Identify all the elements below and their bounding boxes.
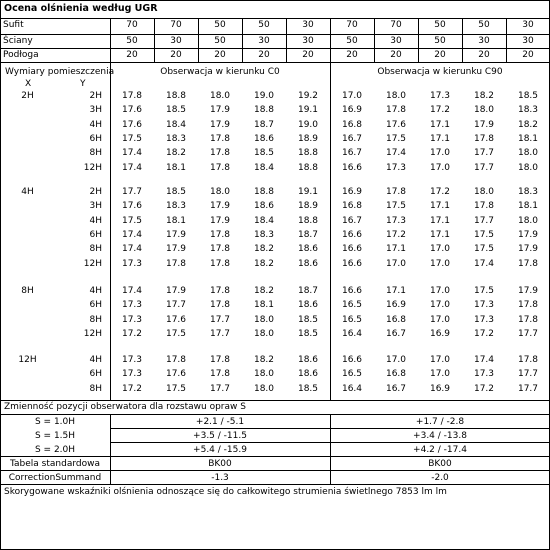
ugr-value-c90: 16.7 [385, 329, 407, 339]
reflectance-value: 30 [390, 36, 402, 46]
ugr-value-c90: 17.8 [385, 105, 407, 115]
ugr-value-c0: 18.2 [253, 259, 275, 269]
ugr-value-c90: 16.8 [341, 120, 363, 130]
standard-table-label: Tabela standardowa [10, 459, 100, 469]
ugr-value-c90: 17.8 [517, 315, 539, 325]
variation-c90: +4.2 / -17.4 [413, 445, 467, 455]
ugr-value-c90: 18.5 [517, 91, 539, 101]
ugr-value-c90: 17.3 [429, 91, 451, 101]
reflectance-value: 30 [302, 20, 314, 30]
ugr-value-c0: 18.5 [297, 329, 319, 339]
ugr-value-c90: 18.0 [473, 105, 495, 115]
reflectance-value: 30 [522, 36, 534, 46]
ugr-value-c90: 16.6 [341, 355, 363, 365]
room-x-dimension: 4H [21, 187, 34, 197]
ugr-value-c90: 18.0 [517, 163, 539, 173]
ugr-value-c90: 17.2 [429, 187, 451, 197]
ugr-value-c90: 16.8 [385, 369, 407, 379]
ugr-value-c0: 17.8 [209, 259, 231, 269]
ugr-value-c0: 17.8 [209, 163, 231, 173]
room-x-dimension: 2H [21, 91, 34, 101]
correction-c90: -2.0 [431, 473, 449, 483]
ugr-value-c90: 16.8 [385, 315, 407, 325]
ugr-value-c0: 17.8 [209, 355, 231, 365]
ugr-value-c0: 17.4 [121, 244, 143, 254]
room-y-dimension: 2H [89, 187, 102, 197]
ugr-value-c0: 17.3 [121, 300, 143, 310]
ugr-value-c0: 17.6 [121, 201, 143, 211]
ugr-value-c0: 18.1 [165, 163, 187, 173]
ugr-value-c0: 18.7 [253, 120, 275, 130]
ugr-value-c90: 17.2 [473, 384, 495, 394]
ugr-value-c0: 18.9 [297, 201, 319, 211]
ugr-value-c0: 18.0 [253, 384, 275, 394]
ugr-value-c90: 16.9 [385, 300, 407, 310]
correction-c0: -1.3 [211, 473, 229, 483]
c90-header: Obserwacja w kierunku C90 [377, 67, 503, 77]
ugr-value-c0: 18.3 [165, 201, 187, 211]
ugr-value-c90: 17.0 [429, 148, 451, 158]
ugr-value-c90: 17.0 [429, 244, 451, 254]
ugr-value-c0: 18.6 [297, 244, 319, 254]
variation-c0: +3.5 / -11.5 [193, 431, 247, 441]
ugr-value-c90: 17.3 [473, 369, 495, 379]
ugr-value-c0: 17.8 [209, 134, 231, 144]
ugr-value-c0: 17.8 [165, 259, 187, 269]
ugr-value-c90: 17.0 [341, 91, 363, 101]
ugr-value-c0: 18.4 [253, 163, 275, 173]
reflectance-value: 30 [258, 36, 270, 46]
ugr-value-c0: 18.8 [297, 148, 319, 158]
ugr-value-c90: 16.7 [341, 148, 363, 158]
ugr-value-c0: 18.0 [253, 369, 275, 379]
grid-line [0, 456, 550, 457]
ugr-value-c0: 17.3 [121, 355, 143, 365]
ugr-value-c0: 17.2 [121, 329, 143, 339]
ugr-value-c0: 17.4 [121, 286, 143, 296]
reflectance-value: 20 [258, 50, 270, 60]
ugr-value-c0: 18.8 [297, 216, 319, 226]
variation-c90: +1.7 / -2.8 [415, 417, 465, 427]
room-y-dimension: 6H [89, 369, 102, 379]
ugr-value-c90: 16.7 [385, 384, 407, 394]
ugr-value-c0: 19.1 [297, 105, 319, 115]
c0-header: Obserwacja w kierunku C0 [160, 67, 280, 77]
ugr-value-c90: 17.0 [429, 163, 451, 173]
ugr-value-c0: 17.8 [165, 355, 187, 365]
ugr-value-c0: 17.7 [121, 187, 143, 197]
reflectance-value: 20 [302, 50, 314, 60]
ugr-value-c90: 17.5 [385, 134, 407, 144]
ugr-value-c0: 18.5 [253, 148, 275, 158]
ugr-value-c0: 18.0 [253, 315, 275, 325]
ugr-value-c90: 17.4 [473, 355, 495, 365]
reflectance-value: 50 [258, 20, 270, 30]
ugr-value-c0: 17.6 [165, 369, 187, 379]
ugr-value-c0: 17.9 [209, 120, 231, 130]
room-y-dimension: 3H [89, 201, 102, 211]
ugr-value-c0: 17.7 [209, 384, 231, 394]
reflectance-value: 70 [126, 20, 138, 30]
ugr-value-c90: 16.6 [341, 230, 363, 240]
ugr-value-c0: 18.6 [297, 355, 319, 365]
ugr-value-c90: 18.1 [517, 201, 539, 211]
ugr-value-c90: 17.1 [429, 216, 451, 226]
grid-line [0, 484, 550, 485]
ugr-value-c0: 17.9 [165, 286, 187, 296]
room-x-dimension: 8H [21, 286, 34, 296]
ugr-value-c0: 18.6 [297, 259, 319, 269]
ugr-value-c90: 17.8 [473, 134, 495, 144]
grid-line [0, 62, 550, 63]
ugr-value-c90: 17.9 [517, 244, 539, 254]
grid-line [0, 48, 550, 49]
reflectance-value: 30 [302, 36, 314, 46]
reflectance-value: 50 [126, 36, 138, 46]
ugr-value-c90: 17.1 [385, 286, 407, 296]
ugr-value-c90: 16.7 [341, 134, 363, 144]
ugr-value-c90: 17.2 [473, 329, 495, 339]
ugr-value-c90: 16.6 [341, 286, 363, 296]
ugr-value-c90: 18.0 [385, 91, 407, 101]
ugr-value-c0: 17.6 [121, 120, 143, 130]
reflectance-value: 20 [478, 50, 490, 60]
ugr-value-c90: 16.9 [341, 105, 363, 115]
ugr-value-c0: 19.2 [297, 91, 319, 101]
ugr-value-c90: 16.4 [341, 329, 363, 339]
ugr-value-c0: 18.4 [165, 120, 187, 130]
ugr-value-c0: 18.2 [165, 148, 187, 158]
room-y-dimension: 8H [89, 315, 102, 325]
reflectance-value: 20 [170, 50, 182, 60]
room-y-dimension: 8H [89, 384, 102, 394]
ugr-value-c90: 17.8 [517, 259, 539, 269]
ugr-value-c90: 17.9 [517, 286, 539, 296]
ugr-value-c90: 17.3 [473, 315, 495, 325]
room-y-dimension: 4H [89, 120, 102, 130]
ugr-value-c90: 17.8 [385, 187, 407, 197]
ugr-value-c0: 17.2 [121, 384, 143, 394]
ugr-value-c0: 17.8 [121, 91, 143, 101]
reflectance-value: 20 [522, 50, 534, 60]
ugr-value-c0: 17.3 [121, 369, 143, 379]
ugr-value-c0: 17.6 [121, 105, 143, 115]
standard-table-c0: BK00 [208, 459, 232, 469]
grid-line [0, 414, 550, 415]
reflectance-label: Ściany [3, 36, 33, 46]
room-y-dimension: 12H [83, 163, 102, 173]
room-x-dimension: 12H [18, 355, 37, 365]
ugr-value-c90: 17.7 [473, 163, 495, 173]
ugr-value-c0: 18.3 [253, 230, 275, 240]
reflectance-value: 50 [214, 36, 226, 46]
variation-header: Zmienność pozycji obserwatora dla rozstawu opraw S [4, 402, 246, 412]
standard-table-c90: BK00 [428, 459, 452, 469]
room-y-dimension: 12H [83, 259, 102, 269]
ugr-value-c90: 17.1 [429, 134, 451, 144]
ugr-value-c90: 16.6 [341, 244, 363, 254]
footnote: Skorygowane wskaźniki olśnienia odnoszące się do całkowitego strumienia świetlnego 7853 lm lm [4, 487, 447, 497]
ugr-value-c90: 17.5 [473, 286, 495, 296]
ugr-value-c0: 18.5 [165, 105, 187, 115]
ugr-value-c0: 17.7 [209, 329, 231, 339]
ugr-value-c90: 17.6 [385, 120, 407, 130]
room-y-dimension: 3H [89, 105, 102, 115]
ugr-value-c90: 17.2 [385, 230, 407, 240]
ugr-value-c0: 17.8 [209, 148, 231, 158]
ugr-value-c0: 17.5 [165, 384, 187, 394]
dims-header: Wymiary pomieszczenia [5, 67, 115, 77]
ugr-value-c0: 17.9 [209, 105, 231, 115]
ugr-value-c0: 18.6 [297, 300, 319, 310]
ugr-value-c90: 17.1 [429, 120, 451, 130]
ugr-value-c90: 18.3 [517, 105, 539, 115]
ugr-value-c0: 18.8 [253, 187, 275, 197]
room-y-dimension: 8H [89, 148, 102, 158]
ugr-value-c90: 16.9 [341, 187, 363, 197]
ugr-value-c90: 17.8 [473, 201, 495, 211]
ugr-value-c90: 17.1 [429, 230, 451, 240]
ugr-value-c0: 18.2 [253, 355, 275, 365]
ugr-value-c0: 17.7 [165, 300, 187, 310]
reflectance-value: 30 [478, 36, 490, 46]
ugr-value-c90: 17.0 [429, 259, 451, 269]
ugr-value-c0: 17.8 [209, 244, 231, 254]
ugr-value-c0: 17.5 [165, 329, 187, 339]
ugr-value-c0: 18.2 [253, 244, 275, 254]
correction-label: CorrectionSummand [8, 473, 102, 483]
ugr-value-c90: 17.7 [517, 329, 539, 339]
ugr-value-c0: 17.6 [165, 315, 187, 325]
spacing-label: S = 1.5H [34, 431, 76, 441]
ugr-value-c0: 18.8 [165, 91, 187, 101]
ugr-value-c90: 17.7 [473, 148, 495, 158]
ugr-value-c0: 18.1 [165, 216, 187, 226]
reflectance-value: 20 [434, 50, 446, 60]
ugr-value-c90: 17.3 [385, 163, 407, 173]
grid-line [0, 34, 550, 35]
ugr-value-c0: 17.8 [209, 230, 231, 240]
ugr-value-c90: 17.0 [429, 369, 451, 379]
ugr-value-c90: 17.0 [429, 300, 451, 310]
ugr-value-c0: 17.4 [121, 163, 143, 173]
reflectance-value: 20 [126, 50, 138, 60]
ugr-value-c0: 18.6 [253, 201, 275, 211]
ugr-value-c0: 18.8 [297, 163, 319, 173]
ugr-value-c0: 17.9 [209, 216, 231, 226]
ugr-value-c0: 19.0 [297, 120, 319, 130]
ugr-value-c90: 18.1 [517, 134, 539, 144]
reflectance-value: 50 [434, 36, 446, 46]
ugr-value-c0: 18.1 [253, 300, 275, 310]
ugr-value-c0: 17.9 [209, 201, 231, 211]
ugr-value-c0: 18.4 [253, 216, 275, 226]
grid-line [0, 18, 550, 19]
ugr-value-c0: 18.5 [165, 187, 187, 197]
variation-c0: +5.4 / -15.9 [193, 445, 247, 455]
ugr-value-c0: 19.1 [297, 187, 319, 197]
room-y-dimension: 12H [83, 329, 102, 339]
ugr-value-c90: 16.5 [341, 300, 363, 310]
reflectance-value: 50 [478, 20, 490, 30]
ugr-value-c90: 17.9 [517, 230, 539, 240]
ugr-value-c90: 18.0 [517, 148, 539, 158]
ugr-value-c90: 18.0 [473, 187, 495, 197]
ugr-value-c90: 17.7 [517, 369, 539, 379]
ugr-value-c90: 17.5 [473, 230, 495, 240]
ugr-value-c90: 17.0 [385, 355, 407, 365]
reflectance-value: 20 [346, 50, 358, 60]
x-label: X [25, 79, 32, 89]
ugr-value-c0: 18.7 [297, 230, 319, 240]
ugr-value-c90: 18.2 [473, 91, 495, 101]
ugr-value-c0: 17.3 [121, 259, 143, 269]
ugr-value-c0: 17.5 [121, 216, 143, 226]
ugr-value-c90: 17.3 [385, 216, 407, 226]
reflectance-value: 20 [390, 50, 402, 60]
ugr-value-c0: 17.8 [209, 286, 231, 296]
ugr-value-c90: 16.6 [341, 259, 363, 269]
ugr-value-c0: 18.6 [297, 369, 319, 379]
ugr-value-c90: 17.0 [429, 315, 451, 325]
room-y-dimension: 4H [89, 286, 102, 296]
ugr-value-c0: 18.0 [209, 91, 231, 101]
ugr-value-c90: 17.8 [517, 300, 539, 310]
reflectance-value: 70 [390, 20, 402, 30]
ugr-value-c0: 18.8 [253, 105, 275, 115]
ugr-value-c90: 17.3 [473, 300, 495, 310]
ugr-value-c90: 17.5 [473, 244, 495, 254]
reflectance-label: Podłoga [3, 50, 39, 60]
ugr-value-c0: 17.4 [121, 230, 143, 240]
ugr-value-c0: 18.5 [297, 315, 319, 325]
y-label: Y [80, 79, 86, 89]
reflectance-value: 70 [346, 20, 358, 30]
variation-c0: +2.1 / -5.1 [195, 417, 245, 427]
ugr-value-c90: 16.5 [341, 315, 363, 325]
ugr-value-c0: 18.0 [209, 187, 231, 197]
ugr-value-c0: 18.7 [297, 286, 319, 296]
room-y-dimension: 4H [89, 355, 102, 365]
ugr-value-c90: 17.7 [473, 216, 495, 226]
reflectance-value: 50 [346, 36, 358, 46]
reflectance-value: 30 [522, 20, 534, 30]
grid-line [0, 470, 550, 471]
ugr-value-c90: 17.4 [385, 148, 407, 158]
ugr-value-c90: 17.0 [429, 286, 451, 296]
room-y-dimension: 8H [89, 244, 102, 254]
ugr-value-c90: 17.7 [517, 384, 539, 394]
ugr-value-c90: 16.9 [429, 329, 451, 339]
ugr-value-c90: 17.9 [473, 120, 495, 130]
reflectance-value: 70 [170, 20, 182, 30]
room-y-dimension: 6H [89, 300, 102, 310]
ugr-value-c90: 17.0 [429, 355, 451, 365]
room-y-dimension: 6H [89, 230, 102, 240]
room-y-dimension: 4H [89, 216, 102, 226]
ugr-value-c90: 18.2 [517, 120, 539, 130]
ugr-value-c0: 17.8 [209, 369, 231, 379]
ugr-value-c90: 17.4 [473, 259, 495, 269]
ugr-value-c90: 16.5 [341, 369, 363, 379]
room-y-dimension: 2H [89, 91, 102, 101]
ugr-value-c90: 16.6 [341, 163, 363, 173]
variation-c90: +3.4 / -13.8 [413, 431, 467, 441]
ugr-value-c0: 17.8 [209, 300, 231, 310]
ugr-value-c90: 18.3 [517, 187, 539, 197]
ugr-value-c0: 18.5 [297, 384, 319, 394]
ugr-value-c0: 18.0 [253, 329, 275, 339]
ugr-value-c90: 18.0 [517, 216, 539, 226]
spacing-label: S = 1.0H [34, 417, 76, 427]
room-y-dimension: 6H [89, 134, 102, 144]
ugr-value-c90: 17.1 [429, 201, 451, 211]
ugr-value-c0: 17.4 [121, 148, 143, 158]
spacing-label: S = 2.0H [34, 445, 76, 455]
ugr-value-c0: 18.6 [253, 134, 275, 144]
reflectance-label: Sufit [3, 20, 24, 30]
ugr-value-c0: 17.7 [209, 315, 231, 325]
ugr-value-c90: 17.0 [385, 259, 407, 269]
ugr-value-c90: 17.1 [385, 244, 407, 254]
reflectance-value: 50 [434, 20, 446, 30]
ugr-value-c90: 17.2 [429, 105, 451, 115]
grid-line [0, 400, 550, 401]
ugr-value-c0: 17.9 [165, 244, 187, 254]
ugr-value-c90: 17.8 [517, 355, 539, 365]
ugr-value-c90: 17.5 [385, 201, 407, 211]
reflectance-value: 20 [214, 50, 226, 60]
reflectance-value: 50 [214, 20, 226, 30]
ugr-value-c0: 19.0 [253, 91, 275, 101]
reflectance-value: 30 [170, 36, 182, 46]
ugr-value-c0: 17.3 [121, 315, 143, 325]
ugr-value-c90: 16.7 [341, 216, 363, 226]
ugr-value-c0: 17.9 [165, 230, 187, 240]
page-title: Ocena olśnienia według UGR [4, 3, 158, 14]
ugr-value-c0: 18.3 [165, 134, 187, 144]
ugr-value-c90: 16.8 [341, 201, 363, 211]
ugr-value-c0: 18.2 [253, 286, 275, 296]
ugr-value-c0: 17.5 [121, 134, 143, 144]
ugr-value-c0: 18.9 [297, 134, 319, 144]
ugr-value-c90: 16.4 [341, 384, 363, 394]
ugr-value-c90: 16.9 [429, 384, 451, 394]
